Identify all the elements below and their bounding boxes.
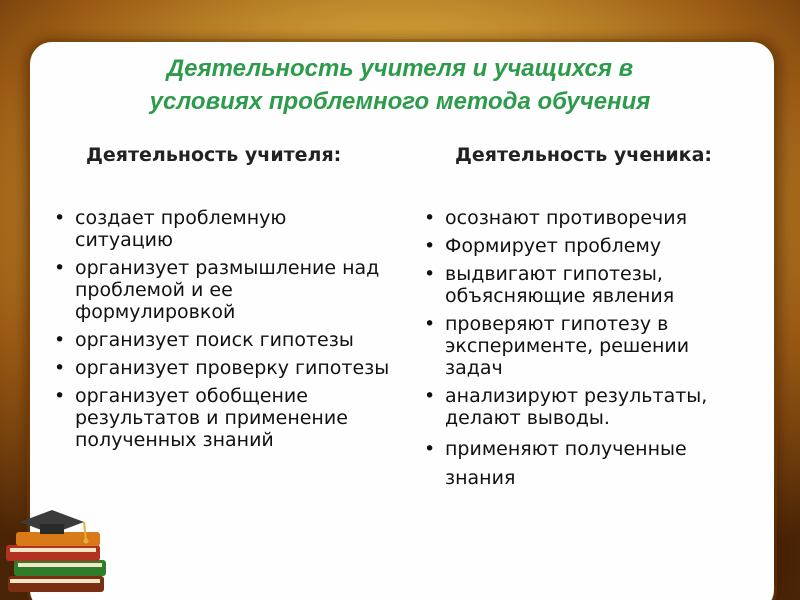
list-item bbox=[50, 207, 390, 251]
bullet-icon: • bbox=[54, 385, 66, 407]
books-with-graduation-cap-icon bbox=[0, 510, 120, 600]
list-item bbox=[420, 263, 750, 307]
list-item-text: организует размышление над проблемой и ее формулировкой bbox=[75, 257, 380, 323]
bullet-icon: • bbox=[424, 385, 436, 407]
list-item bbox=[420, 313, 750, 379]
list-item-text: проверяют гипотезу в эксперименте, решении задач bbox=[445, 313, 690, 379]
list-item bbox=[50, 329, 390, 351]
slide-title bbox=[0, 52, 800, 118]
list-item-text: применяют полученные знания bbox=[445, 438, 687, 489]
list-item bbox=[50, 357, 390, 379]
list-item-text: создает проблемную ситуацию bbox=[75, 207, 287, 251]
list-item-text: выдвигают гипотезы, объясняющие явления bbox=[445, 263, 675, 307]
bullet-icon: • bbox=[54, 357, 66, 379]
list-item-text: Формирует проблему bbox=[445, 235, 662, 257]
list-item-text: организует поиск гипотезы bbox=[75, 329, 354, 351]
bullet-icon: • bbox=[54, 257, 66, 279]
list-item bbox=[420, 235, 750, 257]
bullet-icon: • bbox=[424, 235, 436, 257]
bullet-icon: • bbox=[424, 263, 436, 285]
list-item-text: анализируют результаты, делают выводы. bbox=[445, 385, 708, 429]
bullet-icon: • bbox=[54, 329, 66, 351]
slide-title-line-2: условиях проблемного метода обучения bbox=[149, 88, 651, 115]
list-item bbox=[420, 435, 750, 493]
list-item bbox=[420, 385, 750, 429]
teacher-heading: Деятельность учителя: bbox=[86, 144, 342, 166]
bullet-icon: • bbox=[424, 207, 436, 229]
student-heading: Деятельность ученика: bbox=[455, 144, 712, 166]
bullet-icon: • bbox=[424, 313, 436, 335]
list-item-text: осознают противоречия bbox=[445, 207, 688, 229]
bullet-icon: • bbox=[424, 438, 436, 460]
list-item bbox=[50, 385, 390, 451]
list-item bbox=[420, 207, 750, 229]
student-list bbox=[420, 207, 750, 499]
list-item-text: организует обобщение результатов и применение полученных знаний bbox=[75, 385, 348, 451]
list-item-text: организует проверку гипотезы bbox=[75, 357, 390, 379]
list-item bbox=[50, 257, 390, 323]
bullet-icon: • bbox=[54, 207, 66, 229]
teacher-list bbox=[50, 207, 390, 457]
slide-title-line-1: Деятельность учителя и учащихся в bbox=[166, 55, 634, 82]
